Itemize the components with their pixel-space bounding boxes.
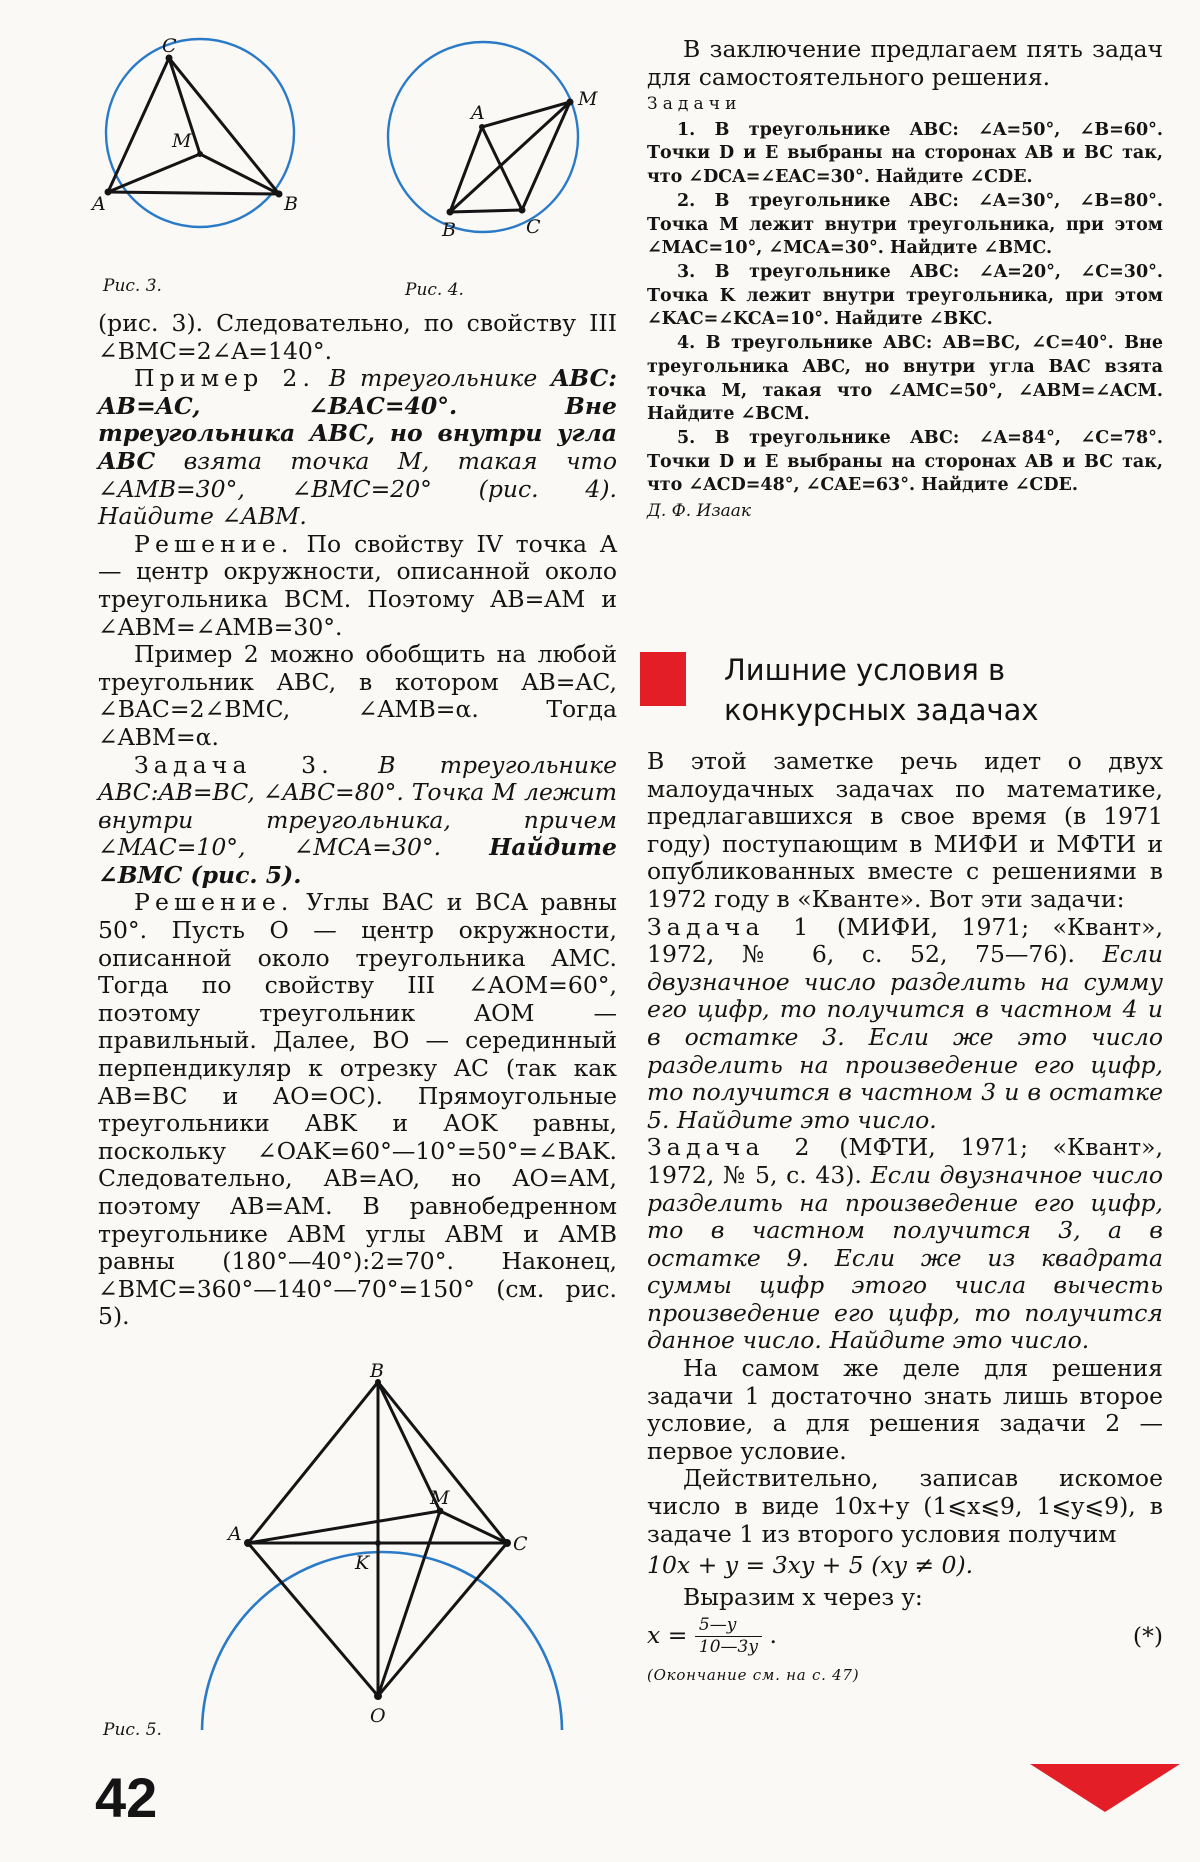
example-2-question: взята точка M, такая что ∠AMB=30°, ∠BMC=20° (рис. 4). Найдите ∠ABM. <box>98 446 617 531</box>
fig3-label-m: M <box>172 130 192 152</box>
fig3-side-ab <box>108 192 279 194</box>
task-3-condition: В треугольнике ABC:AB=BC, ∠ABC=80°. Точка M лежит внутри треугольника, причем ∠MAC=10°, ∠MCA=30°. <box>98 750 617 862</box>
fig4-side-bc <box>450 210 522 212</box>
fig4-circumcircle <box>388 42 578 232</box>
solution-2-text: Углы BAC и BCA равны 50°. Пусть O — центр окружности, описанной около треугольника AMC. Тогда по свойству III ∠AOM=60°, поэтому треугольник AOM — правильный. Далее, BO — серединный перпендикуляр к отрезку AC (так как AB=BC и AO=OC). Прямоугольные треугольники ABK и AOK равны, поскольку ∠OAK=60°—10°=50°=∠BAK. Следовательно, AB=AO, но AO=AM, поэтому AB=AM. В равнобедренном треугольнике ABM углы ABM и AMB равны (180°—40°):2=70°. Наконец, ∠BMC=360°—140°—70°=150° (см. рис. 5). <box>98 888 617 1331</box>
fig5-segment-co <box>378 1543 507 1696</box>
fig4-point-m <box>567 99 574 106</box>
problem-2-text: Если двузначное число разделить на произведение его цифр, то в частном получится 3, а в остатке 9. Если же из квадрата суммы цифр этого числа вычесть произведение его цифр, то получится данное число. Найдите это число. <box>647 1160 1163 1355</box>
page-number: 42 <box>95 1766 158 1829</box>
problem-1-source: (МИФИ, 1971; «Квант», 1972, № 6, с. 52, 75—76). <box>647 912 1163 969</box>
solution-1-text: По свойству IV точка A — центр окружности, описанной около треугольника BCM. Поэтому AB=AM и ∠ABM=∠AMB=30°. <box>98 529 617 641</box>
task-3-label: Задача 3. <box>134 750 334 779</box>
fig5-point-c <box>503 1539 511 1547</box>
solution-2-label: Решение. <box>134 888 294 917</box>
task-item: 3. В треугольнике ABC: ∠A=20°, ∠C=30°. Точка K лежит внутри треугольника, при этом ∠KAC=∠KCA=10°. Найдите ∠BKC. <box>647 262 1163 330</box>
paragraph-express: Выразим x через y: <box>683 1582 923 1611</box>
fig3-label-a: A <box>92 193 106 215</box>
task-3-question: Найдите ∠BMC (рис. 5). <box>98 833 617 889</box>
task-item: 1. В треугольнике ABC: ∠A=50°, ∠B=60°. Точки D и E выбраны на сторонах AB и BC так, что ∠DCA=∠EAC=30°. Найдите ∠CDE. <box>647 119 1163 188</box>
continuation-note: (Окончание см. на с. 47) <box>647 1666 860 1685</box>
fig4-label-m: M <box>578 88 598 110</box>
author-signature: Д. Ф. Изаак <box>647 501 752 522</box>
paragraph-indeed: Действительно, записав искомое число в виде 10x+y (1⩽x⩽9, 1⩽y⩽9), в задаче 1 из второго условия получим <box>647 1464 1163 1548</box>
example-2-label: Пример 2. <box>134 364 316 393</box>
solution-1 <box>98 531 617 641</box>
fig4-segment-cm <box>522 102 570 210</box>
fig4-point-c <box>519 207 526 214</box>
paragraph-generalization: Пример 2 можно обобщить на любой треугольник ABC, в котором AB=AC, ∠BAC=2∠BMC, ∠AMB=α. Тогда ∠ABM=α. <box>98 640 617 751</box>
fig5-label-c: C <box>513 1533 528 1555</box>
fig5-label-o: O <box>370 1705 386 1727</box>
fig5-side-ab <box>248 1382 378 1543</box>
example-2-lead: В треугольнике <box>328 364 538 393</box>
caption-fig4: Рис. 4. <box>405 280 464 300</box>
fig4-label-b: B <box>442 219 456 241</box>
equation-2-fraction <box>695 1615 762 1658</box>
problem-1-text: Если двузначное число разделить на сумму его цифр, то получится в частном 4 и в остатке 3. Если же это число разделить на произведение его цифр, то получится в частном 3 и в остатке 5. Найдите это число. <box>647 940 1163 1134</box>
problem-1 <box>647 914 1163 1135</box>
fig4-point-a <box>479 124 485 130</box>
fig5-point-a <box>244 1539 252 1547</box>
right-column-tasks <box>647 36 1163 526</box>
equation-2-tag: (*) <box>1132 1622 1163 1651</box>
fig5-segment-am <box>248 1511 440 1543</box>
figure-5 <box>180 1360 580 1730</box>
red-triangle-marker <box>1030 1764 1180 1812</box>
example-2-condition: ABC: AB=AC, ∠BAC=40°. Вне треугольника ABC, но внутри угла ABC <box>98 364 617 475</box>
problem-2-source: (МФТИ, 1971; «Квант», 1972, № 5, с. 43). <box>647 1133 1163 1189</box>
fig5-point-o <box>374 1692 382 1700</box>
equation-2-denominator: 10—3y <box>698 1637 758 1658</box>
problem-2-label: Задача 2 <box>647 1133 815 1162</box>
fig3-label-b: B <box>284 193 298 215</box>
tasks-heading: Задачи <box>647 94 742 115</box>
article-intro: В этой заметке речь идет о двух малоудачных задачах по математике, предлагавшихся в свое время (в 1971 году) поступающим в МИФИ и МФТИ и опубликованных вместе с решениями в 1972 году в «Кванте». Вот эти задачи: <box>647 747 1163 913</box>
article-heading: Лишние условия в конкурсных задачах <box>724 653 1039 727</box>
fig5-segment-cm <box>440 1511 507 1543</box>
paragraph-fig3-conclusion: (рис. 3). Следовательно, по свойству III ∠BMC=2∠A=140°. <box>98 309 617 365</box>
right-column-article <box>647 748 1163 1690</box>
fig5-label-a: A <box>228 1523 242 1545</box>
fig3-segment-mb <box>200 154 279 194</box>
equation-2-numerator: 5—y <box>695 1615 762 1637</box>
fig4-label-c: C <box>526 216 541 238</box>
fig5-label-k: K <box>355 1552 370 1574</box>
tasks-intro: В заключение предлагаем пять задач для самостоятельного решения. <box>647 35 1163 91</box>
caption-fig3: Рис. 3. <box>103 276 162 296</box>
solution-2 <box>98 889 617 1331</box>
example-2 <box>98 365 617 531</box>
equation-2-lhs: x = <box>647 1621 688 1650</box>
fig5-label-b: B <box>370 1360 384 1382</box>
fig3-side-cb <box>169 58 279 194</box>
fig4-label-a: A <box>471 102 485 124</box>
equation-1: 10x + y = 3xy + 5 (xy ≠ 0). <box>647 1551 974 1580</box>
problem-1-label: Задача 1 <box>647 912 814 941</box>
fig5-point-k <box>375 1540 381 1546</box>
fig5-label-m: M <box>430 1487 450 1509</box>
solution-1-label: Решение. <box>134 529 294 558</box>
paragraph-actual: На самом же деле для решения задачи 1 достаточно знать лишь второе условие, а для решения задачи 2 — первое условие. <box>647 1354 1163 1465</box>
problem-2 <box>647 1134 1163 1355</box>
fig3-point-b <box>276 191 283 198</box>
fig4-point-b <box>447 209 454 216</box>
task-item: 4. В треугольнике ABC: AB=BC, ∠C=40°. Вне треугольника ABC, но внутри угла BAC взята точка M, такая что ∠AMC=50°, ∠ABM=∠ACM. Найдите ∠BCM. <box>647 333 1163 425</box>
fig4-side-ac <box>482 127 522 210</box>
task-item: 5. В треугольнике ABC: ∠A=84°, ∠C=78°. Точки D и E выбраны на сторонах AB и BC так, что ∠ACD=48°, ∠CAE=63°. Найдите ∠CDE. <box>647 427 1163 496</box>
fig3-label-c: C <box>162 35 177 57</box>
caption-fig5: Рис. 5. <box>103 1720 162 1740</box>
fig5-segment-mo <box>378 1511 440 1696</box>
figure-3 <box>90 28 310 248</box>
red-square-marker <box>640 652 686 706</box>
task-item: 2. В треугольнике ABC: ∠A=30°, ∠B=80°. Точка M лежит внутри треугольника, при этом ∠MAC=10°, ∠MCA=30°. Найдите ∠BMC. <box>647 190 1163 259</box>
task-3 <box>98 752 617 890</box>
equation-2: x = $\frac{5—y}{10—3y}$ . (*) <box>647 1615 1163 1658</box>
figure-4 <box>375 30 615 250</box>
fig5-circle-arc <box>202 1552 562 1730</box>
left-column <box>98 310 617 1331</box>
fig3-point-m <box>197 151 203 157</box>
